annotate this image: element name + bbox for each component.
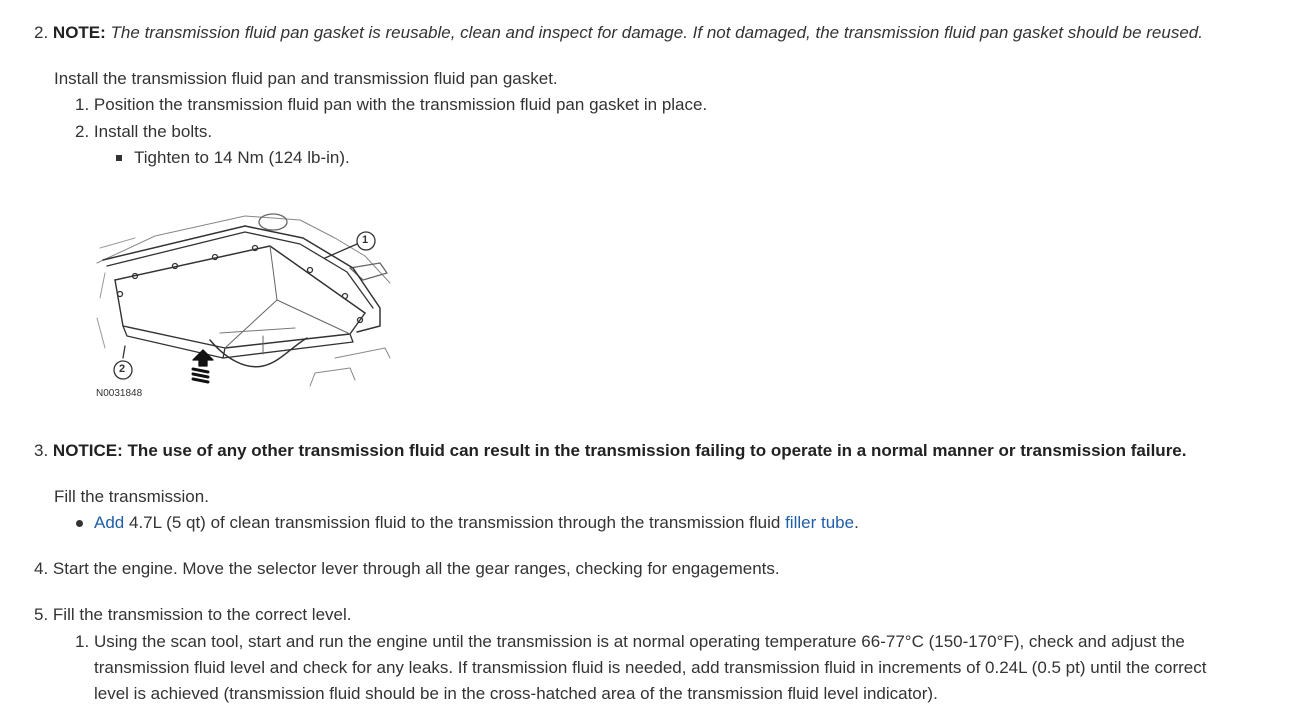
step-5 bbox=[34, 604, 351, 626]
round-bullet-icon bbox=[76, 520, 83, 527]
step-3-notice bbox=[34, 440, 1187, 462]
step-2-substep-2 bbox=[75, 121, 212, 143]
substep-number: 1. bbox=[75, 95, 90, 114]
step-2-substep-1 bbox=[75, 94, 707, 116]
step-2-intro: Install the transmission fluid pan and transmission fluid pan gasket. bbox=[54, 69, 558, 88]
step-5-substep-line-3: level is achieved (transmission fluid should be in the cross-hatched area of the transmission fluid level indicator). bbox=[94, 684, 938, 703]
callout-1: 1 bbox=[362, 234, 369, 246]
filler-tube-link[interactable]: filler tube bbox=[785, 513, 855, 532]
step-5-substep-number: 1. bbox=[75, 632, 90, 651]
bullet-text: 4.7L (5 qt) of clean transmission fluid to the transmission through the transmission fluid bbox=[128, 513, 781, 532]
step-number: 3. bbox=[34, 441, 49, 460]
callout-2: 2 bbox=[119, 363, 126, 375]
step-number: 2. bbox=[34, 23, 49, 42]
step-3-bullet bbox=[94, 512, 859, 534]
square-bullet-icon bbox=[116, 155, 122, 161]
step-4 bbox=[34, 558, 780, 580]
substep-number: 2. bbox=[75, 122, 90, 141]
step-3-intro: Fill the transmission. bbox=[54, 487, 209, 506]
step-text: Fill the transmission to the correct level. bbox=[52, 605, 352, 624]
figure-id: N0031848 bbox=[96, 388, 143, 399]
step-5-substep-line-2: transmission fluid level and check for any leaks. If transmission fluid is needed, add transmission fluid in increments of 0.24L (0.5 pt) until the correct bbox=[94, 658, 1207, 677]
step-text: Start the engine. Move the selector lever through all the gear ranges, checking for engagements. bbox=[52, 559, 780, 578]
transmission-pan-illustration bbox=[95, 208, 395, 396]
add-link[interactable]: Add bbox=[94, 513, 125, 532]
notice-label: NOTICE: bbox=[52, 441, 123, 460]
step-2-note bbox=[34, 22, 1203, 44]
note-text: The transmission fluid pan gasket is reusable, clean and inspect for damage. If not damaged, the transmission fluid pan gasket should be reused. bbox=[110, 23, 1203, 42]
notice-text: The use of any other transmission fluid can result in the transmission failing to operate in a normal manner or transmission failure. bbox=[127, 441, 1187, 460]
substep-text: Install the bolts. bbox=[93, 122, 213, 141]
torque-spec: Tighten to 14 Nm (124 lb-in). bbox=[134, 148, 350, 167]
substep-text: Position the transmission fluid pan with the transmission fluid pan gasket in place. bbox=[93, 95, 708, 114]
step-5-substep-line-1: Using the scan tool, start and run the engine until the transmission is at normal operating temperature 66-77°C (150-170°F), check and adjust the bbox=[94, 632, 1185, 651]
step-number: 5. bbox=[34, 605, 49, 624]
step-number: 4. bbox=[34, 559, 49, 578]
note-label: NOTE: bbox=[52, 23, 106, 42]
bullet-end: . bbox=[854, 513, 859, 532]
